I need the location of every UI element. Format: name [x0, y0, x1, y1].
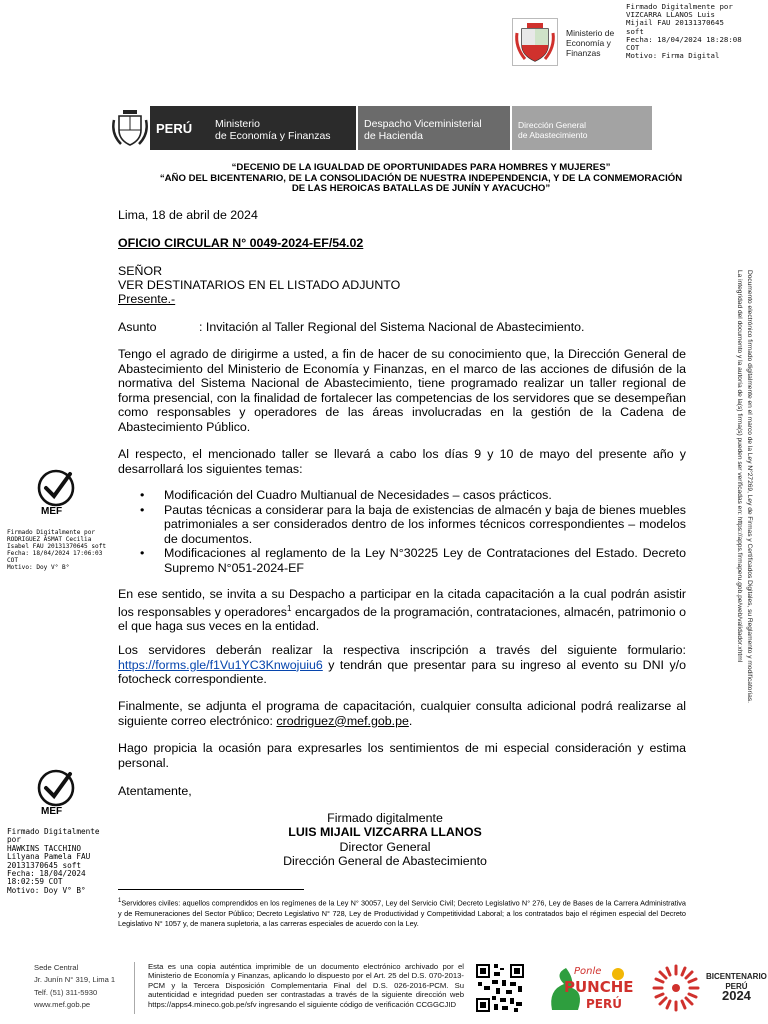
- footnote: $^1$Servidores civiles: aquellos comprendidos en los regímenes de la Ley N° 30057, Ley del Servicio Civil; Decreto Legislativo N° 276, Ley de Bases de la Carrera Administrativa y de Remuneraciones del Sector Público; Decreto Legislativo N° 728, Ley de Productividad y Competitividad Laboral; a los contratados bajo el régimen especial del Decreto Legislativo N° 1057 y, de manera supletoria, a las carreras especiales de acuerdo con la Ley.: [118, 898, 686, 929]
- footer-authenticity-note: Esta es una copia auténtica imprimible de un documento electrónico archivado por el Ministerio de Economía y Finanzas, aplicando lo dispuesto por el Art. 25 del D.S. 070-2013-PCM y la Tercera Disposición Complementaria Final del D.S. 026-2016-PCM. Su autenticidad e integridad pueden ser contrastadas a través de la siguiente dirección web https://apps4.mineco.gob.pe/sfv ingresando el siguiente código de verificación CCGGCJID: [148, 962, 464, 1009]
- paragraph-invitation: En ese sentido, se invita a su Despacho a participar en la citada capacitación a la cual podrán asistir los responsables y operadores$^1$ encargados de la programación, contrataciones, almacén, patrimonio o el que haga sus veces en la entidad.: [118, 587, 686, 634]
- letter-date: Lima, 18 de abril de 2024: [118, 208, 258, 222]
- approval-check-icon: [36, 768, 76, 808]
- bicentenario-label: BICENTENARIO PERÚ 2024: [706, 972, 767, 1003]
- registration-form-link[interactable]: https://forms.gle/f1Vu1YC3Knwojuiu6: [118, 657, 323, 672]
- qr-code-icon: [474, 962, 526, 1014]
- paragraph-contact: Finalmente, se adjunta el programa de capacitación, cualquier consulta adicional podrá realizarse al siguiente correo electrónico: crodriguez@mef.gob.pe.: [118, 699, 686, 728]
- footnote-divider: [118, 889, 304, 890]
- paragraph-dates: Al respecto, el mencionado taller se llevará a cabo los días 9 y 10 de mayo del presente año y desarrollará los siguientes temas:: [118, 447, 686, 476]
- paragraph-registration: Los servidores deberán realizar la respectiva inscripción a través del siguiente formulario: https://forms.gle/f1Vu1YC3Knwojuiu6 y tendrán que presentar para su ingreso al evento su DNI y/o fotocheck correspondiente.: [118, 643, 686, 687]
- header-peru-block: PERÚ: [150, 106, 208, 150]
- svg-text:PERÚ: PERÚ: [586, 997, 622, 1011]
- paragraph-farewell: Hago propicia la ocasión para expresarles los sentimientos de mi especial consideración y estima personal.: [118, 741, 686, 770]
- addressee-block: SEÑOR VER DESTINATARIOS EN EL LISTADO ADJUNTO Presente.-: [118, 264, 401, 306]
- contact-email-link[interactable]: crodriguez@mef.gob.pe: [276, 713, 409, 728]
- list-item: • Modificaciones al reglamento de la Ley N°30225 Ley de Contrataciones del Estado. Decreto Supremo N°051-2024-EF: [140, 546, 686, 575]
- header-direccion-block: Dirección General de Abastecimiento: [512, 106, 652, 150]
- paragraph-intro: Tengo el agrado de dirigirme a usted, a fin de hacer de su conocimiento que, la Dirección General de Abastecimiento del Ministerio de Economía y Finanzas, en el marco de las acciones de difusión de la normativa del Sistema Nacional de Abastecimiento, tiene programado realizar un taller regional de forma presencial, con la finalidad de fortalecer las competencias de los servidores que se desempeñan como responsables y operadores de las áreas involucradas en la gestión de la Cadena de Abastecimiento Público.: [118, 347, 686, 434]
- stamp-mef-label: MEF: [41, 506, 63, 517]
- bullet-icon: •: [140, 502, 145, 517]
- stamp-signature-text: Firmado Digitalmente por HAWKINS TACCHINO Lilyana Pamela FAU 20131370645 soft Fecha: 18/04/2024 18:02:59 COT Motivo: Doy V° B°: [7, 827, 100, 895]
- closing-text: Atentamente,: [118, 784, 192, 798]
- website-link[interactable]: www.mef.gob.pe: [34, 999, 91, 1009]
- decade-heading: “DECENIO DE LA IGUALDAD DE OPORTUNIDADES PARA HOMBRES Y MUJERES” “AÑO DEL BICENTENARIO, DE LA CONSOLIDACIÓN DE NUESTRA INDEPENDENCIA, Y DE LA CONMEMORACIÓN DE LAS HEROICAS BATALLAS DE JUNÍN Y AYACUCHO”: [159, 162, 683, 194]
- ponle-punche-peru-logo: [544, 960, 634, 1014]
- list-item: • Modificación del Cuadro Multianual de Necesidades – casos prácticos.: [140, 488, 552, 502]
- svg-text:PUNCHE: PUNCHE: [564, 978, 634, 996]
- signature-block: Firmado digitalmente LUIS MIJAIL VIZCARRA LLANOS Director General Dirección General de Abastecimiento: [283, 811, 487, 868]
- footer-divider: [134, 962, 135, 1014]
- top-signature-text: Firmado Digitalmente por VIZCARRA LLANOS Luis Mijail FAU 20131370645 soft Fecha: 18/04/2024 18:28:08 COT Motivo: Firma Digital: [626, 2, 742, 61]
- bullet-icon: •: [140, 546, 145, 561]
- header-despacho-block: Despacho Viceministerial de Hacienda: [358, 106, 510, 150]
- stamp-signature-text: Firmado Digitalmente por RODRIGUEZ ASMAT Cecilia Isabel FAU 20131370645 soft Fecha: 18/04/2024 17:06:03 COT Motivo: Doy V° B°: [7, 529, 107, 571]
- stamp-mef-label: MEF: [41, 806, 63, 817]
- footer-address: Sede Central Jr. Junín N° 319, Lima 1 Telf. (51) 311-5930 www.mef.gob.pe: [34, 962, 115, 1011]
- header-coat-of-arms-icon: [108, 108, 152, 150]
- svg-text:Ponle: Ponle: [574, 966, 602, 977]
- header-ministerio-block: Ministerio de Economía y Finanzas: [208, 106, 356, 150]
- subject-text: : Invitación al Taller Regional del Sistema Nacional de Abastecimiento.: [199, 320, 585, 334]
- topic-list: [140, 488, 686, 576]
- footnote-ref: 1: [286, 603, 292, 613]
- approval-check-icon: [36, 468, 76, 508]
- subject-label: Asunto: [118, 320, 157, 334]
- bullet-icon: •: [140, 488, 145, 502]
- mef-signature-label: Ministerio de Economía y Finanzas: [566, 28, 615, 58]
- peru-coat-of-arms-icon: [512, 18, 558, 66]
- list-item: • Pautas técnicas a considerar para la baja de existencias de almacén y baja de bienes muebles patrimoniales a ser considerados dentro de los informes técnicos correspondientes – modelos de documentos.: [140, 502, 686, 546]
- oficio-number: OFICIO CIRCULAR N° 0049-2024-EF/54.02: [118, 236, 364, 250]
- bicentenario-emblem-icon: [650, 962, 702, 1014]
